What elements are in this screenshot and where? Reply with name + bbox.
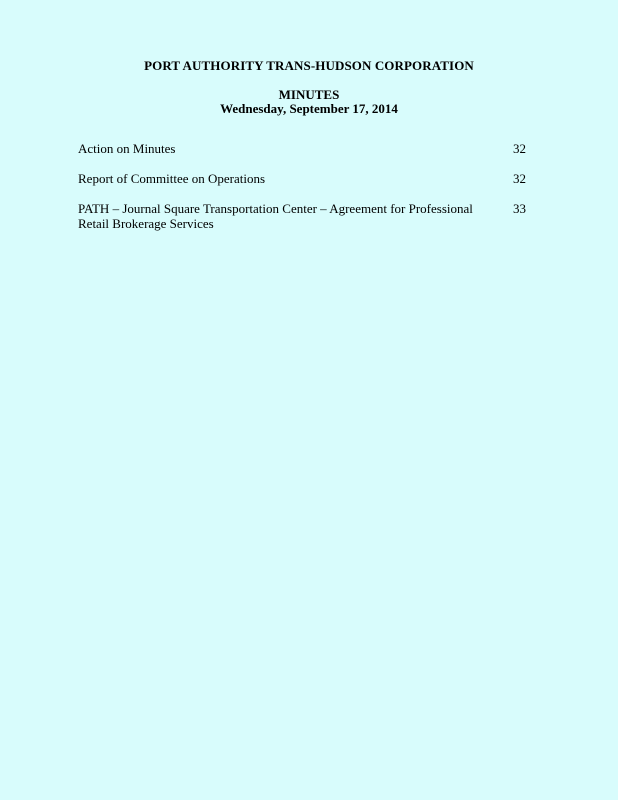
table-of-contents bbox=[78, 141, 530, 246]
document-title: MINUTES bbox=[278, 87, 340, 102]
toc-item-label: Action on Minutes bbox=[78, 141, 176, 156]
toc-item-page: 32 bbox=[513, 141, 526, 156]
toc-item-label: Report of Committee on Operations bbox=[78, 171, 266, 186]
toc-item-committee-report bbox=[78, 171, 530, 186]
organization-title: PORT AUTHORITY TRANS-HUDSON CORPORATION bbox=[144, 58, 474, 73]
meeting-date: Wednesday, September 17, 2014 bbox=[220, 101, 398, 116]
toc-item-page: 32 bbox=[513, 171, 526, 186]
toc-item-label: PATH – Journal Square Transportation Center – Agreement for Professional Retail Brokerage Services bbox=[78, 201, 473, 231]
toc-item-journal-square-agreement bbox=[78, 201, 530, 231]
toc-item-page: 33 bbox=[513, 201, 526, 216]
toc-item-action-on-minutes bbox=[78, 141, 530, 156]
